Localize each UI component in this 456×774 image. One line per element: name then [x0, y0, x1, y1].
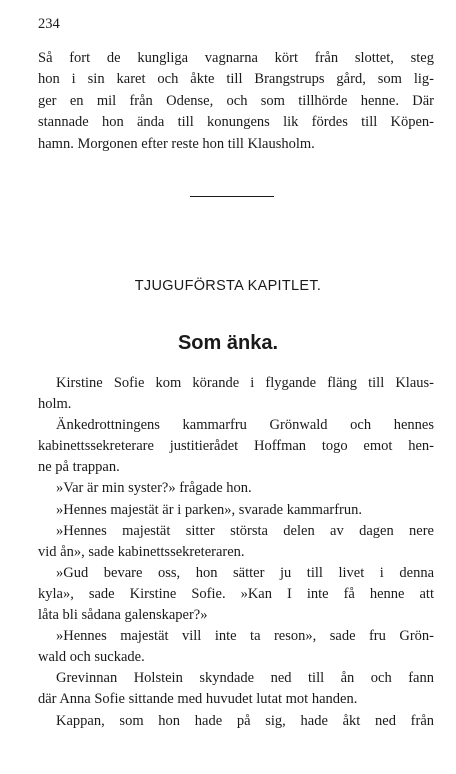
intro-line: hon i sin karet och åkte till Brangstrups gård, som lig- [38, 71, 434, 88]
body-line: Änkedrottningens kammarfru Grönwald och hennes [56, 417, 434, 434]
body-line: »Var är min syster?» frågade hon. [56, 480, 252, 497]
intro-paragraph [38, 48, 434, 155]
body-line: Grevinnan Holstein skyndade ned till ån och fann [56, 670, 434, 687]
body-line: kabinettssekreterare justitierådet Hoffman togo emot hen- [38, 438, 434, 455]
body-line: Kirstine Sofie kom körande i flygande fläng till Klaus- [56, 375, 434, 391]
chapter-heading: TJUGUFÖRSTA KAPITLET. [134, 278, 322, 294]
body-line: »Hennes majestät är i parken», svarade kammarfrun. [56, 501, 362, 518]
body-line: låta bli sådana galenskaper?» [38, 607, 208, 624]
intro-line: ger en mil från Odense, och som tillhörde henne. Där [38, 92, 434, 109]
intro-line: Så fort de kungliga vagnarna kört från slottet, steg [38, 50, 434, 66]
intro-line: stannade hon ända till konungens lik fördes till Köpen- [38, 114, 434, 131]
section-divider [190, 196, 274, 197]
body-line: Kappan, som hon hade på sig, hade åkt ned från [56, 712, 434, 729]
page-number: 234 [38, 16, 60, 32]
body-line: där Anna Sofie sittande med huvudet lutat mot handen. [38, 691, 358, 708]
body-line: wald och suckade. [38, 649, 145, 666]
body-line: ne på trappan. [38, 459, 120, 476]
body-line: »Hennes majestät vill inte ta reson», sade fru Grön- [56, 628, 434, 645]
body-line: vid ån», sade kabinettssekreteraren. [38, 543, 245, 560]
chapter-body [38, 373, 434, 732]
body-line: »Gud bevare oss, hon sätter ju till livet i denna [56, 564, 434, 581]
body-line: »Hennes majestät sitter största delen av dagen nere [56, 522, 434, 539]
intro-line: hamn. Morgonen efter reste hon till Klausholm. [38, 135, 315, 152]
section-title: Som änka. [177, 332, 279, 354]
body-line: kyla», sade Kirstine Sofie. »Kan I inte få henne att [38, 585, 434, 602]
body-line: holm. [38, 396, 72, 413]
